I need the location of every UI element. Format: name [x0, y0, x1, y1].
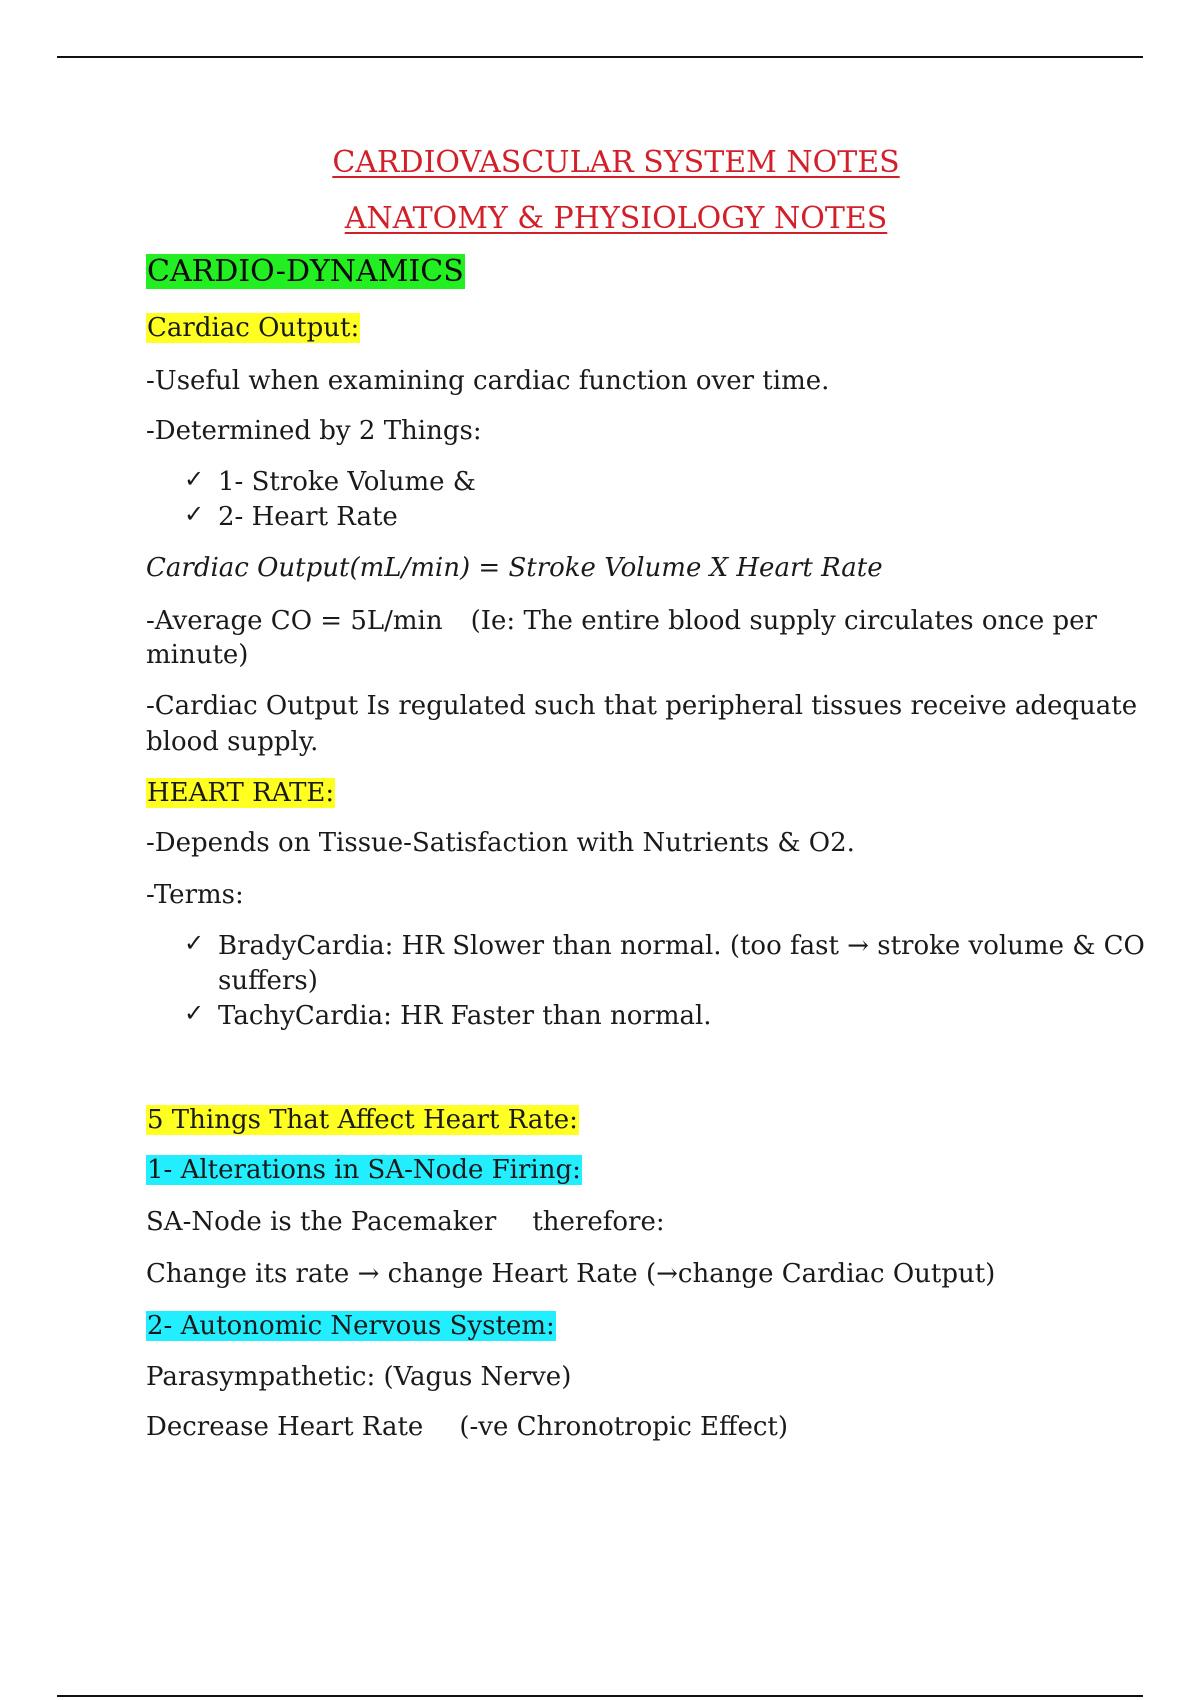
- bullet-text: TachyCardia: HR Faster than normal.: [218, 1001, 712, 1031]
- decrease-text: Decrease Heart Rate: [146, 1412, 424, 1442]
- cardiac-output-line-2: -Determined by 2 Things:: [146, 416, 482, 446]
- checkmark-icon: ✓: [184, 929, 205, 957]
- cardiac-output-heading-text: Cardiac Output:: [147, 313, 360, 343]
- sa-node-therefore: therefore:: [532, 1207, 665, 1237]
- affect-subheading-1: [146, 1153, 582, 1187]
- affect-heading-text: 5 Things That Affect Heart Rate:: [147, 1105, 578, 1135]
- affect-subheading-2-text: 2- Autonomic Nervous System:: [147, 1311, 555, 1341]
- heart-rate-line-1: -Depends on Tissue-Satisfaction with Nutrients & O2.: [146, 828, 855, 858]
- affect-subheading-1-text: 1- Alterations in SA-Node Firing:: [147, 1155, 581, 1185]
- heart-rate-line-2: -Terms:: [146, 880, 244, 910]
- section-heading-text: CARDIO-DYNAMICS: [147, 254, 464, 289]
- checkmark-icon: ✓: [184, 999, 205, 1027]
- affect-heading: [146, 1103, 579, 1137]
- bullet-text: 1- Stroke Volume &: [218, 467, 476, 497]
- checkmark-icon: ✓: [184, 465, 205, 493]
- bullet-text-cont: suffers): [218, 966, 318, 996]
- regulated-line-cont: blood supply.: [146, 727, 319, 757]
- bullet-text: 2- Heart Rate: [218, 502, 398, 532]
- bullet-text: BradyCardia: HR Slower than normal. (too fast → stroke volume & CO: [218, 931, 1145, 961]
- sa-node-text: SA-Node is the Pacemaker: [146, 1207, 497, 1237]
- decrease-effect: (-ve Chronotropic Effect): [459, 1412, 789, 1442]
- cardiac-output-formula: Cardiac Output(mL/min) = Stroke Volume X Heart Rate: [146, 553, 883, 583]
- parasympathetic-line: Parasympathetic: (Vagus Nerve): [146, 1362, 572, 1392]
- heart-rate-heading-text: HEART RATE:: [147, 778, 335, 808]
- top-rule: [57, 56, 1143, 58]
- average-co-line: [146, 604, 1097, 638]
- average-co-line-cont: minute): [146, 640, 249, 670]
- bottom-rule: [57, 1695, 1143, 1697]
- document-subtitle: ANATOMY & PHYSIOLOGY NOTES: [344, 201, 888, 236]
- average-co-note: (Ie: The entire blood supply circulates once per: [470, 606, 1097, 636]
- cardiac-output-line-1: -Useful when examining cardiac function over time.: [146, 366, 830, 396]
- heart-rate-heading: [146, 776, 335, 810]
- cardiac-output-heading: [146, 311, 360, 345]
- average-co-value: -Average CO = 5L/min: [146, 606, 443, 636]
- affect-subheading-2: [146, 1309, 556, 1343]
- change-rate-line: Change its rate → change Heart Rate (→change Cardiac Output): [146, 1259, 996, 1289]
- regulated-line: -Cardiac Output Is regulated such that peripheral tissues receive adequate: [146, 691, 1138, 721]
- checkmark-icon: ✓: [184, 500, 205, 528]
- document-title: CARDIOVASCULAR SYSTEM NOTES: [332, 145, 900, 180]
- decrease-line: [146, 1410, 788, 1444]
- sa-node-line: [146, 1205, 665, 1239]
- section-heading: [146, 255, 465, 290]
